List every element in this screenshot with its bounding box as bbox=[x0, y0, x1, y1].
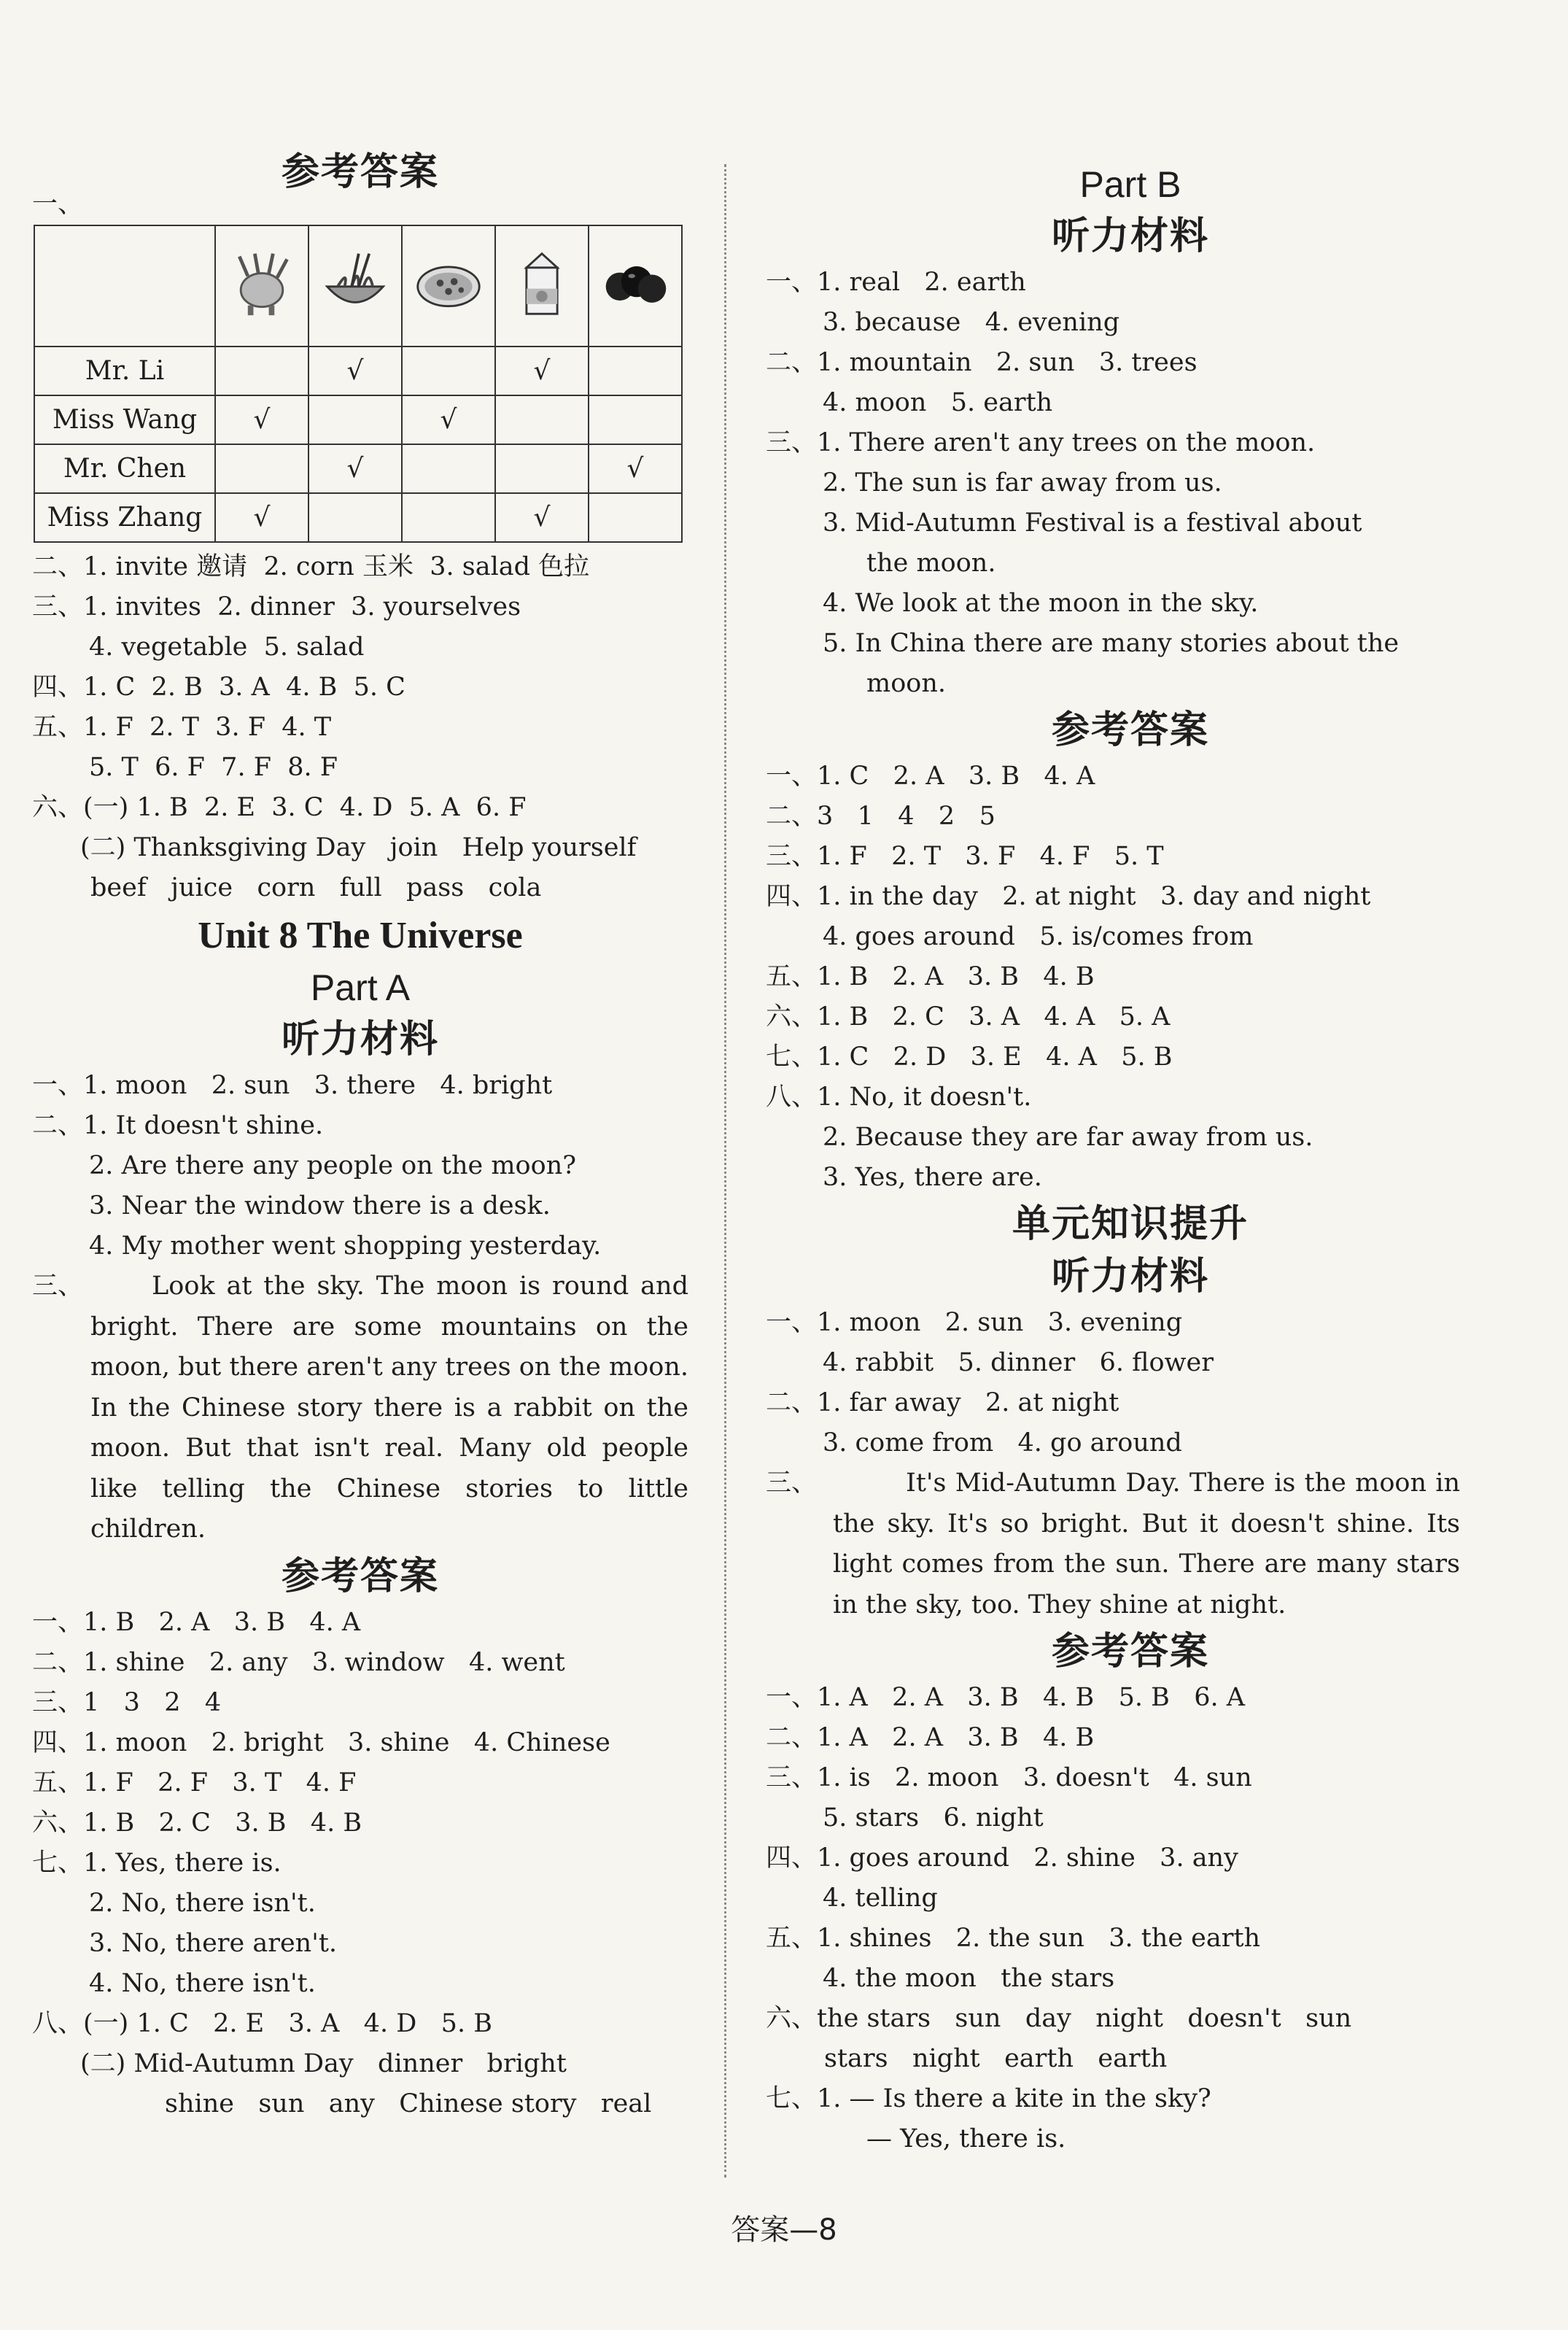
answer-line: 3. Mid-Autumn Festival is a festival about bbox=[823, 508, 1362, 538]
check-cell: √ bbox=[308, 444, 402, 493]
table-corner bbox=[34, 225, 215, 347]
check-cell: √ bbox=[215, 395, 308, 444]
answer-line: (二) Mid-Autumn Day dinner bright bbox=[80, 2048, 567, 2078]
heading-reference-answers: 参考答案 bbox=[1051, 708, 1209, 752]
page-footer: 答案—8 bbox=[731, 2213, 837, 2247]
table-row bbox=[34, 395, 682, 444]
answer-block bbox=[32, 547, 688, 908]
answer-line: 二、1. It doesn't shine. bbox=[32, 1111, 324, 1140]
answer-line: 2. Because they are far away from us. bbox=[823, 1123, 1313, 1152]
passage-text: Look at the sky. The moon is round and bright. There are some mountains on the moon, but there aren't any trees on the moon. In the Chinese story there is a rabbit on the moon. But that isn't real. Many old people like telling the Chinese stories to little children. bbox=[90, 1272, 688, 1544]
food-cell bbox=[308, 225, 402, 347]
check-cell bbox=[495, 395, 589, 444]
table-row bbox=[34, 493, 682, 542]
answer-line: 三、1. F 2. T 3. F 4. F 5. T bbox=[766, 842, 1164, 871]
answer-line: 六、1. B 2. C 3. A 4. A 5. A bbox=[766, 1002, 1171, 1032]
answer-line: 七、1. — Is there a kite in the sky? bbox=[766, 2084, 1211, 2113]
food-cell bbox=[215, 225, 308, 347]
unit-title: Unit 8 The Universe bbox=[198, 915, 523, 956]
answer-block bbox=[32, 1603, 688, 2124]
heading-unit-review: 单元知识提升 bbox=[1012, 1202, 1249, 1246]
dark-fruit-icon bbox=[600, 248, 670, 318]
heading-reference-answers: 参考答案 bbox=[281, 1554, 439, 1598]
passage bbox=[32, 1266, 688, 1550]
answer-line: 4. goes around 5. is/comes from bbox=[823, 922, 1254, 951]
answer-line: 4. the moon the stars bbox=[823, 1964, 1115, 1993]
answer-line: 五、1. F 2. T 3. F 4. T bbox=[32, 713, 332, 742]
check-cell bbox=[402, 347, 495, 395]
answer-line: 3. No, there aren't. bbox=[89, 1928, 338, 1958]
answer-line: 四、1. C 2. B 3. A 4. B 5. C bbox=[32, 673, 405, 702]
turkey-icon bbox=[227, 248, 297, 318]
answer-line: 三、1. invites 2. dinner 3. yourselves bbox=[32, 592, 521, 622]
passage bbox=[766, 1463, 1495, 1625]
check-cell bbox=[589, 347, 682, 395]
answer-line: 二、3 1 4 2 5 bbox=[766, 802, 995, 831]
answer-line: 一、1. moon 2. sun 3. there 4. bright bbox=[32, 1071, 553, 1100]
answer-line: 二、1. A 2. A 3. B 4. B bbox=[766, 1723, 1095, 1752]
answer-line: 五、1. shines 2. the sun 3. the earth bbox=[766, 1924, 1261, 1953]
answer-line: 一、1. C 2. A 3. B 4. A bbox=[766, 762, 1095, 791]
answer-line: shine sun any Chinese story real bbox=[165, 2089, 652, 2118]
answer-line: 3. Near the window there is a desk. bbox=[89, 1191, 551, 1220]
answer-line: 3. come from 4. go around bbox=[823, 1428, 1182, 1458]
heading-reference-answers: 参考答案 bbox=[1051, 1630, 1209, 1673]
answer-line: 2. No, there isn't. bbox=[89, 1888, 316, 1918]
answer-line: 4. My mother went shopping yesterday. bbox=[89, 1231, 602, 1261]
answer-line: 一、1. real 2. earth bbox=[766, 268, 1026, 297]
answer-line: 3. because 4. evening bbox=[823, 308, 1120, 337]
answer-line: 4. We look at the moon in the sky. bbox=[823, 589, 1259, 618]
food-table bbox=[34, 225, 683, 543]
answer-block bbox=[766, 1678, 1495, 2159]
answer-line: 三、1. There aren't any trees on the moon. bbox=[766, 428, 1316, 457]
heading-listening-material: 听力材料 bbox=[1051, 214, 1209, 258]
answer-line: 六、(一) 1. B 2. E 3. C 4. D 5. A 6. F bbox=[32, 793, 527, 822]
answer-line: 二、1. mountain 2. sun 3. trees bbox=[766, 348, 1198, 377]
answer-line: 3. Yes, there are. bbox=[823, 1163, 1042, 1192]
answer-line: 4. telling bbox=[823, 1884, 938, 1913]
answer-line: 一、1. A 2. A 3. B 4. B 5. B 6. A bbox=[766, 1683, 1245, 1712]
left-column bbox=[32, 146, 688, 2124]
answer-line: 六、1. B 2. C 3. B 4. B bbox=[32, 1808, 362, 1838]
column-divider bbox=[724, 164, 726, 2178]
answer-line: 七、1. C 2. D 3. E 4. A 5. B bbox=[766, 1042, 1173, 1072]
answer-line: 四、1. moon 2. bright 3. shine 4. Chinese bbox=[32, 1727, 610, 1757]
person-name: Miss Wang bbox=[34, 395, 215, 444]
check-cell: √ bbox=[308, 347, 402, 395]
check-cell bbox=[589, 395, 682, 444]
person-name: Miss Zhang bbox=[34, 493, 215, 542]
check-cell: √ bbox=[215, 493, 308, 542]
passage-label: 三、 bbox=[766, 1468, 818, 1498]
orange-juice-icon bbox=[507, 248, 577, 318]
answer-line: 五、1. B 2. A 3. B 4. B bbox=[766, 962, 1095, 991]
answer-line: 二、1. invite 邀请 2. corn 玉米 3. salad 色拉 bbox=[32, 552, 590, 581]
check-cell bbox=[215, 347, 308, 395]
food-row bbox=[34, 225, 682, 347]
check-cell bbox=[495, 444, 589, 493]
answer-line: 4. vegetable 5. salad bbox=[89, 632, 365, 662]
table-row bbox=[34, 444, 682, 493]
check-cell: √ bbox=[495, 347, 589, 395]
answer-line: 2. Are there any people on the moon? bbox=[89, 1151, 577, 1180]
answer-line: 一、1. B 2. A 3. B 4. A bbox=[32, 1607, 361, 1637]
heading-listening-material: 听力材料 bbox=[281, 1018, 439, 1061]
check-cell bbox=[308, 493, 402, 542]
answer-line: 四、1. goes around 2. shine 3. any bbox=[766, 1843, 1238, 1873]
answer-block bbox=[32, 1066, 688, 1266]
person-name: Mr. Li bbox=[34, 347, 215, 395]
answer-block bbox=[766, 756, 1495, 1198]
answer-line: 八、(一) 1. C 2. E 3. A 4. D 5. B bbox=[32, 2008, 492, 2038]
answer-line: 4. moon 5. earth bbox=[823, 388, 1053, 417]
answer-line: 六、the stars sun day night doesn't sun bbox=[766, 2004, 1352, 2033]
answer-block bbox=[766, 263, 1495, 704]
check-cell: √ bbox=[495, 493, 589, 542]
table-row bbox=[34, 347, 682, 395]
passage-label: 三、 bbox=[32, 1272, 84, 1301]
answer-line: (二) Thanksgiving Day join Help yourself bbox=[80, 833, 637, 862]
right-column bbox=[766, 159, 1495, 2159]
heading-reference-answers: 参考答案 bbox=[281, 150, 439, 194]
check-cell: √ bbox=[589, 444, 682, 493]
check-cell: √ bbox=[402, 395, 495, 444]
check-cell bbox=[589, 493, 682, 542]
check-cell bbox=[308, 395, 402, 444]
answer-line: 四、1. in the day 2. at night 3. day and night bbox=[766, 882, 1371, 911]
answer-line: 三、1. is 2. moon 3. doesn't 4. sun bbox=[766, 1763, 1252, 1792]
answer-line: 二、1. shine 2. any 3. window 4. went bbox=[32, 1647, 565, 1677]
answer-line: 2. The sun is far away from us. bbox=[823, 468, 1222, 498]
answer-line: 二、1. far away 2. at night bbox=[766, 1388, 1119, 1417]
answer-line: 五、1. F 2. F 3. T 4. F bbox=[32, 1768, 357, 1797]
answer-line: — Yes, there is. bbox=[866, 2124, 1066, 2153]
noodles-icon bbox=[320, 248, 390, 318]
pizza-icon bbox=[414, 248, 484, 318]
answer-line: beef juice corn full pass cola bbox=[90, 873, 542, 902]
person-name: Mr. Chen bbox=[34, 444, 215, 493]
part-a-title: Part A bbox=[310, 967, 411, 1008]
answer-line: 八、1. No, it doesn't. bbox=[766, 1083, 1032, 1112]
answer-line: 4. No, there isn't. bbox=[89, 1968, 316, 1998]
answer-line: 5. T 6. F 7. F 8. F bbox=[89, 753, 338, 782]
answer-line: moon. bbox=[866, 669, 946, 698]
check-cell bbox=[402, 493, 495, 542]
answer-line: 4. rabbit 5. dinner 6. flower bbox=[823, 1348, 1214, 1377]
food-cell bbox=[495, 225, 589, 347]
part-b-title: Part B bbox=[1079, 164, 1181, 205]
food-cell bbox=[402, 225, 495, 347]
check-cell bbox=[402, 444, 495, 493]
answer-block bbox=[766, 1303, 1495, 1463]
answer-line: 5. In China there are many stories about the bbox=[823, 629, 1400, 658]
answer-line: 七、1. Yes, there is. bbox=[32, 1848, 282, 1878]
answer-line: 三、1 3 2 4 bbox=[32, 1687, 222, 1717]
table-section-label: 一、 bbox=[32, 190, 84, 219]
answer-line: the moon. bbox=[866, 549, 996, 578]
passage-text: It's Mid-Autumn Day. There is the moon in the sky. It's so bright. But it doesn't shine. Its light comes from the sun. There are many stars in the sky, too. They shine at night. bbox=[833, 1468, 1460, 1619]
heading-listening-material: 听力材料 bbox=[1051, 1255, 1209, 1298]
answer-line: stars night earth earth bbox=[824, 2044, 1168, 2073]
check-cell bbox=[215, 444, 308, 493]
food-cell bbox=[589, 225, 682, 347]
answer-line: 一、1. moon 2. sun 3. evening bbox=[766, 1308, 1183, 1337]
answer-line: 5. stars 6. night bbox=[823, 1803, 1044, 1832]
